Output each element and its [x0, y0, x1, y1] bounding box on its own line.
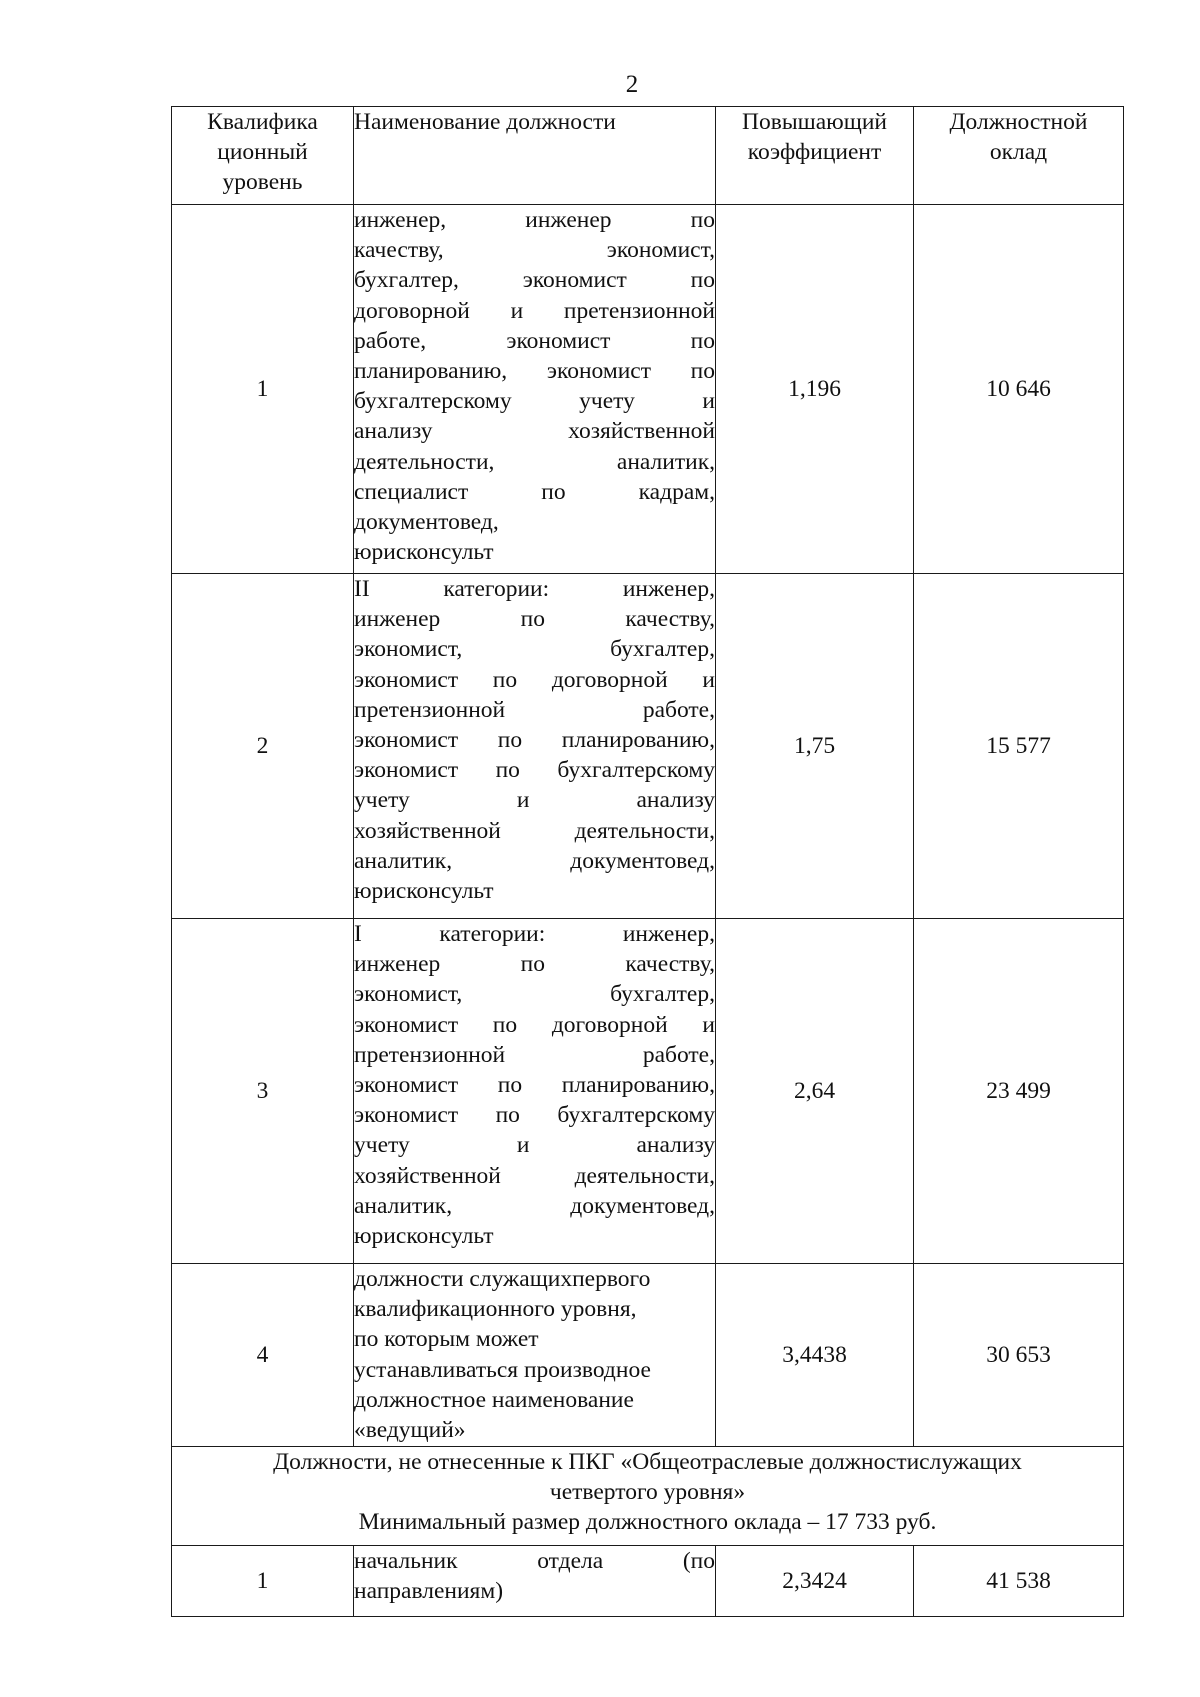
table-row [172, 574, 1124, 919]
position-line: направлениям) [354, 1578, 504, 1605]
salary-cell: 30 653 [914, 1264, 1124, 1447]
coefficient-cell: 1,75 [716, 574, 914, 919]
header-text: Квалифика [207, 109, 318, 135]
position-line: юрисконсульт [354, 1223, 494, 1250]
salary-cell: 15 577 [914, 574, 1124, 919]
coefficient-cell: 1,196 [716, 205, 914, 574]
position-line: хозяйственной деятельности, [354, 1162, 715, 1189]
position-cell [354, 919, 716, 1264]
position-line: анализу хозяйственной [354, 418, 715, 445]
level-cell: 3 [172, 919, 354, 1264]
salary-cell: 23 499 [914, 919, 1124, 1264]
position-line: I категории: инженер, [354, 921, 715, 947]
page-number: 2 [625, 71, 639, 98]
position-line: экономист по бухгалтерскому [354, 1102, 715, 1129]
position-line: экономист по договорной и [354, 1011, 715, 1038]
position-line: учету и анализу [354, 787, 715, 814]
level-cell: 2 [172, 574, 354, 919]
position-line: юрисконсульт [354, 539, 494, 566]
header-text: уровень [222, 169, 303, 196]
coefficient-cell: 2,3424 [716, 1546, 914, 1617]
position-line: должностное наименование [354, 1386, 634, 1413]
position-line: инженер по качеству, [354, 951, 715, 978]
position-line: должности служащихпервого [354, 1266, 651, 1292]
position-line: экономист, бухгалтер, [354, 981, 715, 1008]
position-line: аналитик, документовед, [354, 1192, 715, 1219]
header-text: Должностной [949, 109, 1088, 135]
salary-cell: 41 538 [914, 1546, 1124, 1617]
position-line: планированию, экономист по [354, 358, 715, 385]
position-line: начальник отдела (по [354, 1548, 715, 1574]
header-qualification-level [172, 107, 354, 205]
position-line: инженер, инженер по [354, 207, 715, 233]
position-line: качеству, экономист, [354, 237, 715, 264]
position-line: работе, экономист по [354, 327, 715, 354]
position-line: деятельности, аналитик, [354, 448, 715, 475]
salary-cell: 10 646 [914, 205, 1124, 574]
table-row [172, 919, 1124, 1264]
position-cell [354, 1546, 716, 1617]
header-text: Наименование должности [354, 109, 616, 135]
coefficient-cell: 2,64 [716, 919, 914, 1264]
position-line: документовед, [354, 509, 499, 536]
header-salary [914, 107, 1124, 205]
position-line: юрисконсульт [354, 878, 494, 905]
position-line: экономист, бухгалтер, [354, 636, 715, 663]
salary-table [171, 106, 1124, 1617]
position-line: бухгалтерскому учету и [354, 388, 715, 415]
position-line: по которым может [354, 1326, 539, 1353]
position-line: бухгалтер, экономист по [354, 267, 715, 294]
section-header-row [172, 1447, 1124, 1546]
header-coefficient [716, 107, 914, 205]
section-line: Должности, не отнесенные к ПКГ «Общеотраслевые должностислужащих [273, 1449, 1022, 1475]
header-text: оклад [989, 139, 1048, 166]
table-row [172, 205, 1124, 574]
level-cell: 4 [172, 1264, 354, 1447]
table-row [172, 1546, 1124, 1617]
position-line: II категории: инженер, [354, 576, 715, 602]
position-line: учету и анализу [354, 1132, 715, 1159]
level-cell: 1 [172, 205, 354, 574]
section-header [172, 1447, 1124, 1546]
position-line: аналитик, документовед, [354, 847, 715, 874]
position-line: специалист по кадрам, [354, 478, 715, 505]
position-line: «ведущий» [354, 1417, 466, 1444]
section-line: четвертого уровня» [549, 1479, 746, 1506]
position-line: экономист по бухгалтерскому [354, 757, 715, 784]
header-text: ционный [217, 139, 308, 166]
position-line: инженер по качеству, [354, 606, 715, 633]
header-text: Повышающий [742, 109, 887, 135]
header-text: коэффициент [747, 139, 882, 166]
section-line: Минимальный размер должностного оклада – 17 733 руб. [358, 1509, 937, 1536]
position-line: экономист по планированию, [354, 1072, 715, 1099]
position-line: претензионной работе, [354, 696, 715, 723]
coefficient-cell: 3,4438 [716, 1264, 914, 1447]
table-row [172, 1264, 1124, 1447]
position-cell [354, 574, 716, 919]
position-cell [354, 205, 716, 574]
table-header-row [172, 107, 1124, 205]
position-line: хозяйственной деятельности, [354, 817, 715, 844]
position-line: экономист по договорной и [354, 666, 715, 693]
level-cell: 1 [172, 1546, 354, 1617]
position-line: претензионной работе, [354, 1041, 715, 1068]
position-line: договорной и претензионной [354, 297, 715, 324]
position-line: квалификационного уровня, [354, 1296, 637, 1323]
position-cell [354, 1264, 716, 1447]
position-line: экономист по планированию, [354, 727, 715, 754]
header-position-name [354, 107, 716, 205]
position-line: устанавливаться производное [354, 1356, 651, 1383]
